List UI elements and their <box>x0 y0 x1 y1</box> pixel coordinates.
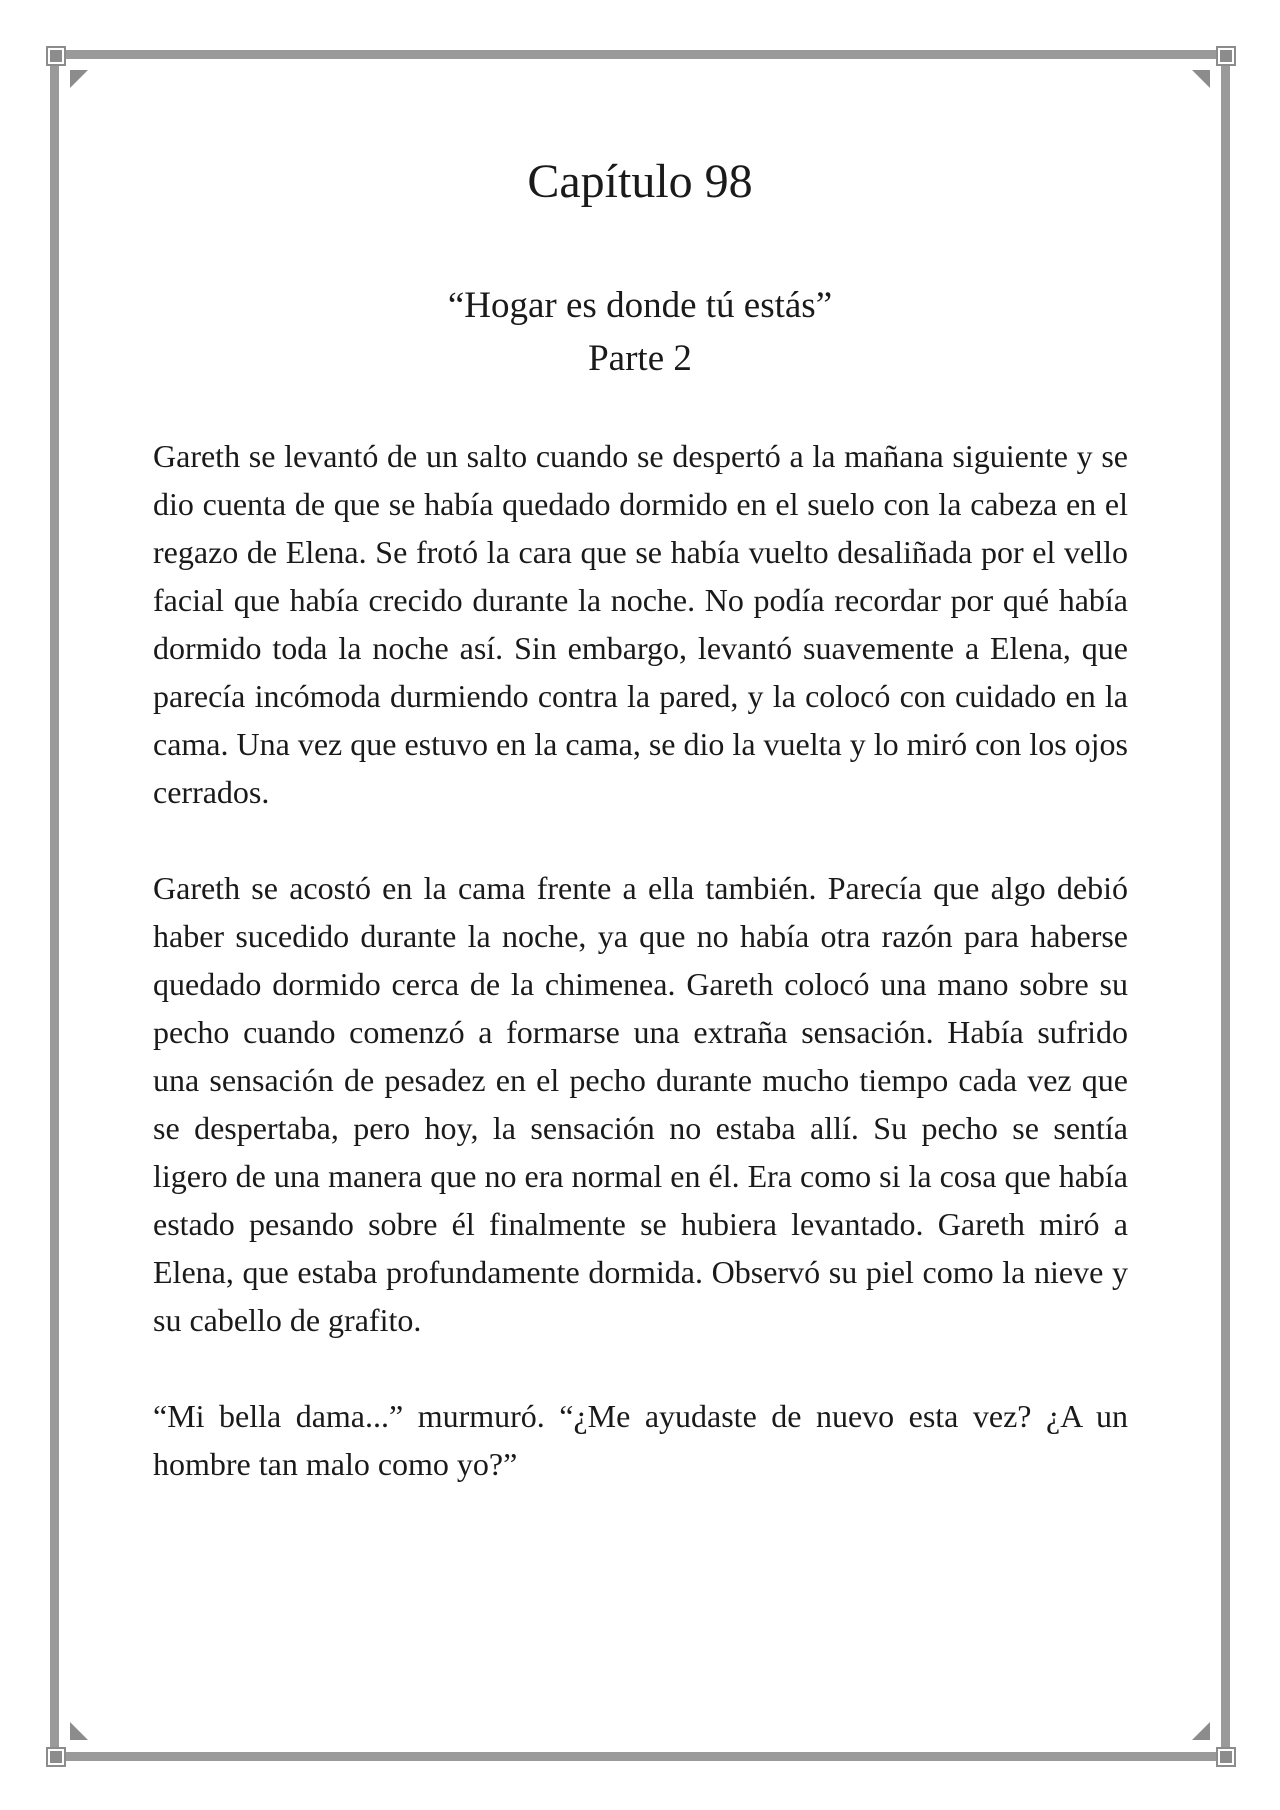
corner-ornament-bottom-right <box>1218 1749 1234 1765</box>
corner-triangle-bottom-left <box>70 1722 88 1740</box>
paragraph-2: Gareth se acostó en la cama frente a ella también. Parecía que algo debió haber sucedido durante la noche, ya que no había otra razón para haberse quedado dormido cerca de la chimenea. Gareth colocó una mano sobre su pecho cuando comenzó a formarse una extraña sensación. Había sufrido una sensación de pesadez en el pecho durante mucho tiempo cada vez que se despertaba, pero hoy, la sensación no estaba allí. Su pecho se sentía ligero de una manera que no era normal en él. Era como si la cosa que había estado pesando sobre él finalmente se hubiera levantado. Gareth miró a Elena, que estaba profundamente dormida. Observó su piel como la nieve y su cabello de grafito. <box>153 870 1128 1338</box>
paragraph-3: “Mi bella dama...” murmuró. “¿Me ayudaste de nuevo esta vez? ¿A un hombre tan malo como yo?” <box>153 1398 1128 1482</box>
corner-triangle-top-right <box>1192 70 1210 88</box>
chapter-subtitle: “Hogar es donde tú estás” <box>447 285 833 326</box>
corner-ornament-bottom-left <box>48 1749 64 1765</box>
corner-triangle-bottom-right <box>1192 1722 1210 1740</box>
chapter-title: Capítulo 98 <box>527 155 753 208</box>
chapter-body <box>153 432 1128 1536</box>
frame-top-border <box>58 50 1222 59</box>
corner-triangle-top-left <box>70 70 88 88</box>
chapter-part-label: Parte 2 <box>588 338 692 379</box>
corner-ornament-top-right <box>1218 48 1234 64</box>
frame-bottom-border <box>58 1752 1222 1761</box>
corner-ornament-top-left <box>48 48 64 64</box>
paragraph-1: Gareth se levantó de un salto cuando se despertó a la mañana siguiente y se dio cuenta de que se había quedado dormido en el suelo con la cabeza en el regazo de Elena. Se frotó la cara que se había vuelto desaliñada por el vello facial que había crecido durante la noche. No podía recordar por qué había dormido toda la noche así. Sin embargo, levantó suavemente a Elena, que parecía incómoda durmiendo contra la pared, y la colocó con cuidado en la cama. Una vez que estuvo en la cama, se dio la vuelta y lo miró con los ojos cerrados. <box>153 438 1128 810</box>
